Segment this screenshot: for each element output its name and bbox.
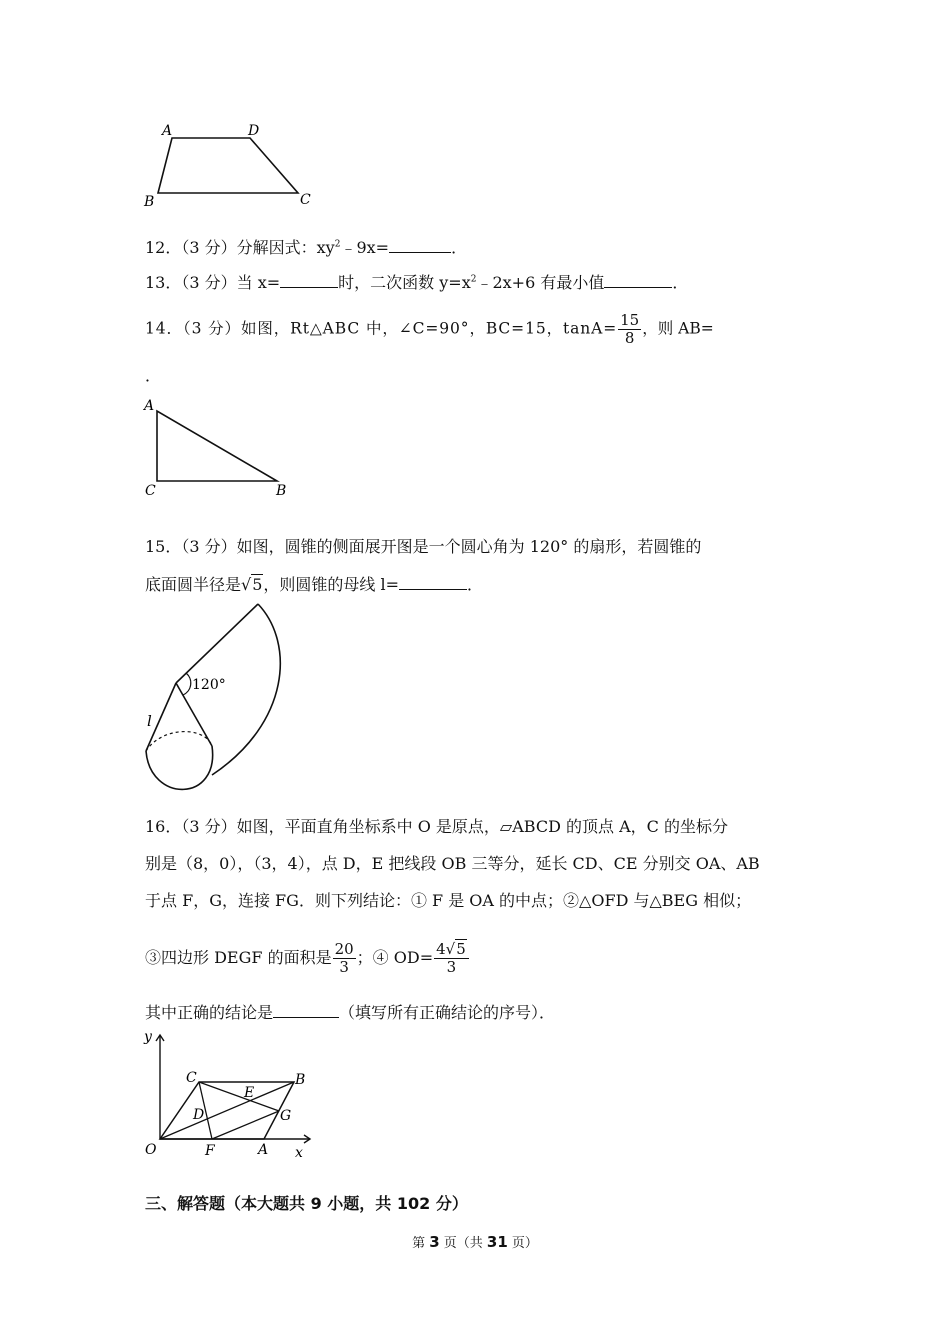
label-x: x [295,1145,303,1161]
q14-text: 14．（3 分）如图，Rt△ABC 中，∠C=90°，BC=15，tanA= [145,319,618,338]
q13-exponent: 2 [470,274,477,285]
q13-answer-blank-1[interactable] [280,271,338,288]
q16-answer-blank[interactable] [273,1001,339,1018]
q13-text-mid: 时，二次函数 y=x [338,273,471,292]
q14-numerator: 15 [620,311,640,329]
q12-answer-blank[interactable] [389,236,451,253]
label-O: O [145,1142,157,1158]
label-E: E [244,1085,255,1101]
q15-end: ． [467,575,484,594]
q16-od-coefficient: 4 [436,940,446,958]
question-14-line2 [145,366,161,386]
q12-text: 12．（3 分）分解因式：xy [145,238,335,257]
label-y: y [144,1029,152,1045]
q13-end: ． [672,273,689,292]
q14-denominator: 8 [624,329,635,347]
q16-fraction-area [333,941,356,976]
page-footer [0,1232,950,1251]
label-F: F [205,1143,215,1159]
question-14 [145,312,714,347]
q16-fraction-od [434,941,469,976]
label-B: B [295,1072,306,1088]
q15-answer-blank[interactable] [399,573,467,590]
label-C: C [186,1070,197,1086]
label-C: C [300,192,311,208]
question-16-line3 [145,891,751,911]
q16-text-line3: 于点 F，G，连接 FG．则下列结论：① F 是 OA 的中点；②△OFD 与△BEG 相似； [145,891,752,910]
q16-text-line5: 其中正确的结论是 [145,1003,274,1022]
section-heading [145,1194,468,1214]
q16-text-line2: 别是（8，0），（3，4），点 D，E 把线段 OB 三等分，延长 CD、CE 分别交 OA、AB [145,854,760,873]
q16-text-line5-post: （填写所有正确结论的序号）． [339,1003,556,1022]
footer-page-number: 3 [429,1233,440,1251]
question-16 [145,817,728,837]
cone-sector-figure [140,598,290,798]
q12-exponent: 2 [334,239,341,250]
slant-label: l [147,712,152,730]
q14-end: ． [145,366,162,385]
q15-sqrt: √5 [241,575,263,594]
angle-label: 120° [192,677,226,693]
label-G: G [280,1108,292,1124]
label-A: A [162,123,173,139]
q13-text-mid2: ﹣2x+6 有最小值 [476,273,605,292]
q14-text-post: ，则 AB= [642,319,714,338]
question-16-line2 [145,854,760,874]
q12-text-post: ﹣9x= [340,238,390,257]
label-C: C [145,483,156,499]
question-16-line4 [145,940,470,976]
footer-total-pages: 31 [486,1233,508,1251]
q16-text-line1: 16．（3 分）如图，平面直角坐标系中 O 是原点，▱ABCD 的顶点 A，C 的坐标分 [145,817,728,836]
footer-post: 页） [507,1236,538,1251]
q15-text-line2-post: ，则圆锥的母线 l= [263,575,400,594]
q16-text-line4: ③四边形 DEGF 的面积是 [145,948,332,967]
q13-text: 13．（3 分）当 x= [145,273,281,292]
question-13 [145,271,688,293]
label-D: D [248,123,260,139]
question-15 [145,537,701,557]
label-A: A [258,1142,269,1158]
q16-area-numerator: 20 [334,940,354,958]
label-A: A [144,398,155,414]
q16-od-denominator: 3 [446,958,457,976]
q16-area-denominator: 3 [339,958,349,976]
q15-radicand: 5 [252,575,263,594]
q16-od-radicand: 5 [456,940,466,958]
trapezoid-figure [140,118,320,213]
q16-od-numerator: 4√5 [434,941,469,959]
label-B: B [276,483,287,499]
question-12 [145,236,467,258]
q13-answer-blank-2[interactable] [604,271,672,288]
q15-text-line2: 底面圆半径是 [145,575,242,594]
section-3-title: 三、解答题（本大题共 9 小题，共 102 分） [145,1194,468,1213]
q15-text-line1: 15．（3 分）如图，圆锥的侧面展开图是一个圆心角为 120° 的扇形，若圆锥的 [145,537,702,556]
q14-fraction [618,312,641,347]
coordinate-parallelogram-figure [140,1025,320,1165]
footer-mid: 页（共 [439,1236,487,1251]
right-triangle-figure [140,395,300,500]
q16-text-line4-mid: ；④ OD= [356,948,434,967]
label-B: B [144,194,155,210]
label-D: D [193,1107,205,1123]
footer-pre: 第 [412,1236,430,1251]
question-15-line2 [145,573,483,595]
question-16-line5 [145,1001,555,1023]
q12-end: ． [451,238,468,257]
